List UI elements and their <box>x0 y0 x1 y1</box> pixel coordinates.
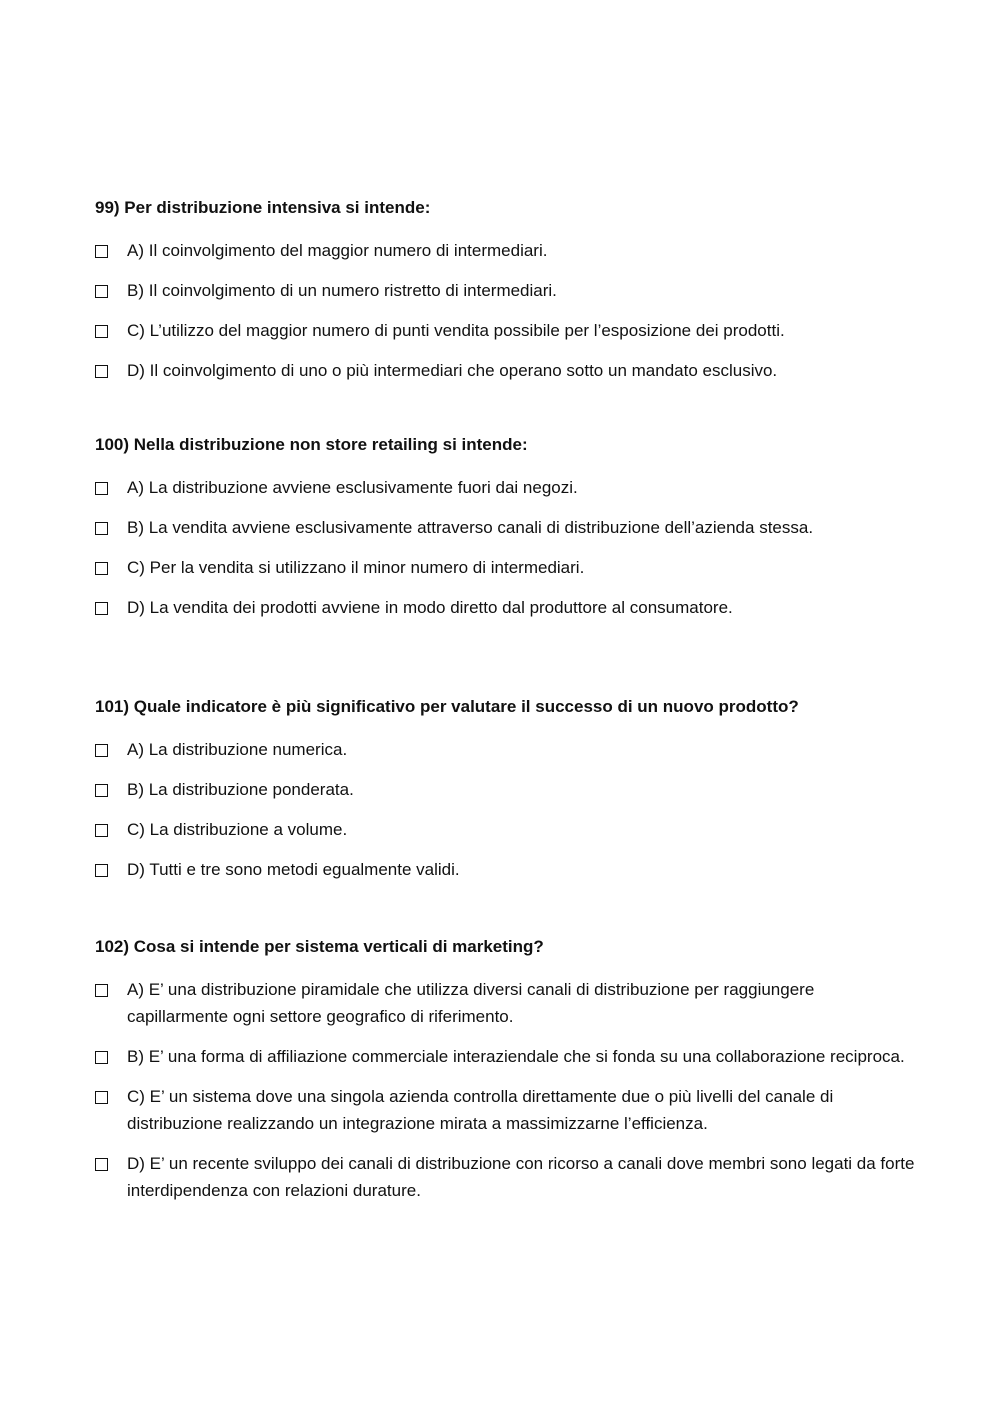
option-text: D) E’ un recente sviluppo dei canali di distribuzione con ricorso a canali dove membri sono legati da forte interdipendenza con relazioni durature. <box>127 1154 915 1200</box>
question-title: 100) Nella distribuzione non store retailing si intende: <box>95 435 528 454</box>
option-text: C) E’ un sistema dove una singola azienda controlla direttamente due o più livelli del canale di distribuzione realizzando un integrazione mirata a massimizzarne l’efficienza. <box>127 1087 834 1133</box>
option-text: B) La distribuzione ponderata. <box>127 780 354 799</box>
option-text: D) La vendita dei prodotti avviene in modo diretto dal produttore al consumatore. <box>127 598 733 617</box>
checkbox-icon[interactable] <box>95 824 108 837</box>
option-c[interactable] <box>95 317 915 344</box>
question-99 <box>95 198 915 384</box>
checkbox-icon[interactable] <box>95 365 108 378</box>
option-b[interactable] <box>95 514 915 541</box>
option-a[interactable] <box>95 237 915 264</box>
question-title: 101) Quale indicatore è più significativo per valutare il successo di un nuovo prodotto? <box>95 697 799 716</box>
checkbox-icon[interactable] <box>95 1158 108 1171</box>
option-text: B) La vendita avviene esclusivamente attraverso canali di distribuzione dell’azienda stessa. <box>127 518 814 537</box>
question-102 <box>95 937 915 1204</box>
option-c[interactable] <box>95 1083 915 1137</box>
option-text: D) Tutti e tre sono metodi egualmente validi. <box>127 860 460 879</box>
option-c[interactable] <box>95 816 915 843</box>
option-text: B) Il coinvolgimento di un numero ristretto di intermediari. <box>127 281 557 300</box>
option-text: C) La distribuzione a volume. <box>127 820 348 839</box>
option-text: A) E’ una distribuzione piramidale che utilizza diversi canali di distribuzione per raggiungere capillarmente ogni settore geografico di riferimento. <box>127 980 815 1026</box>
option-a[interactable] <box>95 474 915 501</box>
checkbox-icon[interactable] <box>95 562 108 575</box>
checkbox-icon[interactable] <box>95 1051 108 1064</box>
option-text: B) E’ una forma di affiliazione commerciale interaziendale che si fonda su una collaborazione reciproca. <box>127 1047 905 1066</box>
checkbox-icon[interactable] <box>95 245 108 258</box>
checkbox-icon[interactable] <box>95 325 108 338</box>
question-100 <box>95 435 915 621</box>
option-b[interactable] <box>95 1043 915 1070</box>
option-d[interactable] <box>95 856 915 883</box>
checkbox-icon[interactable] <box>95 984 108 997</box>
question-101 <box>95 697 915 883</box>
option-text: A) La distribuzione numerica. <box>127 740 348 759</box>
option-text: C) Per la vendita si utilizzano il minor numero di intermediari. <box>127 558 585 577</box>
option-b[interactable] <box>95 277 915 304</box>
option-text: C) L’utilizzo del maggior numero di punti vendita possibile per l’esposizione dei prodotti. <box>127 321 785 340</box>
option-a[interactable] <box>95 976 915 1030</box>
checkbox-icon[interactable] <box>95 744 108 757</box>
checkbox-icon[interactable] <box>95 482 108 495</box>
option-text: D) Il coinvolgimento di uno o più intermediari che operano sotto un mandato esclusivo. <box>127 361 778 380</box>
question-title: 99) Per distribuzione intensiva si intende: <box>95 198 431 217</box>
checkbox-icon[interactable] <box>95 864 108 877</box>
checkbox-icon[interactable] <box>95 285 108 298</box>
option-d[interactable] <box>95 357 915 384</box>
question-title: 102) Cosa si intende per sistema verticali di marketing? <box>95 937 544 956</box>
option-c[interactable] <box>95 554 915 581</box>
option-text: A) La distribuzione avviene esclusivamente fuori dai negozi. <box>127 478 578 497</box>
option-text: A) Il coinvolgimento del maggior numero di intermediari. <box>127 241 548 260</box>
option-a[interactable] <box>95 736 915 763</box>
checkbox-icon[interactable] <box>95 1091 108 1104</box>
option-d[interactable] <box>95 594 915 621</box>
option-d[interactable] <box>95 1150 915 1204</box>
checkbox-icon[interactable] <box>95 784 108 797</box>
checkbox-icon[interactable] <box>95 602 108 615</box>
option-b[interactable] <box>95 776 915 803</box>
checkbox-icon[interactable] <box>95 522 108 535</box>
